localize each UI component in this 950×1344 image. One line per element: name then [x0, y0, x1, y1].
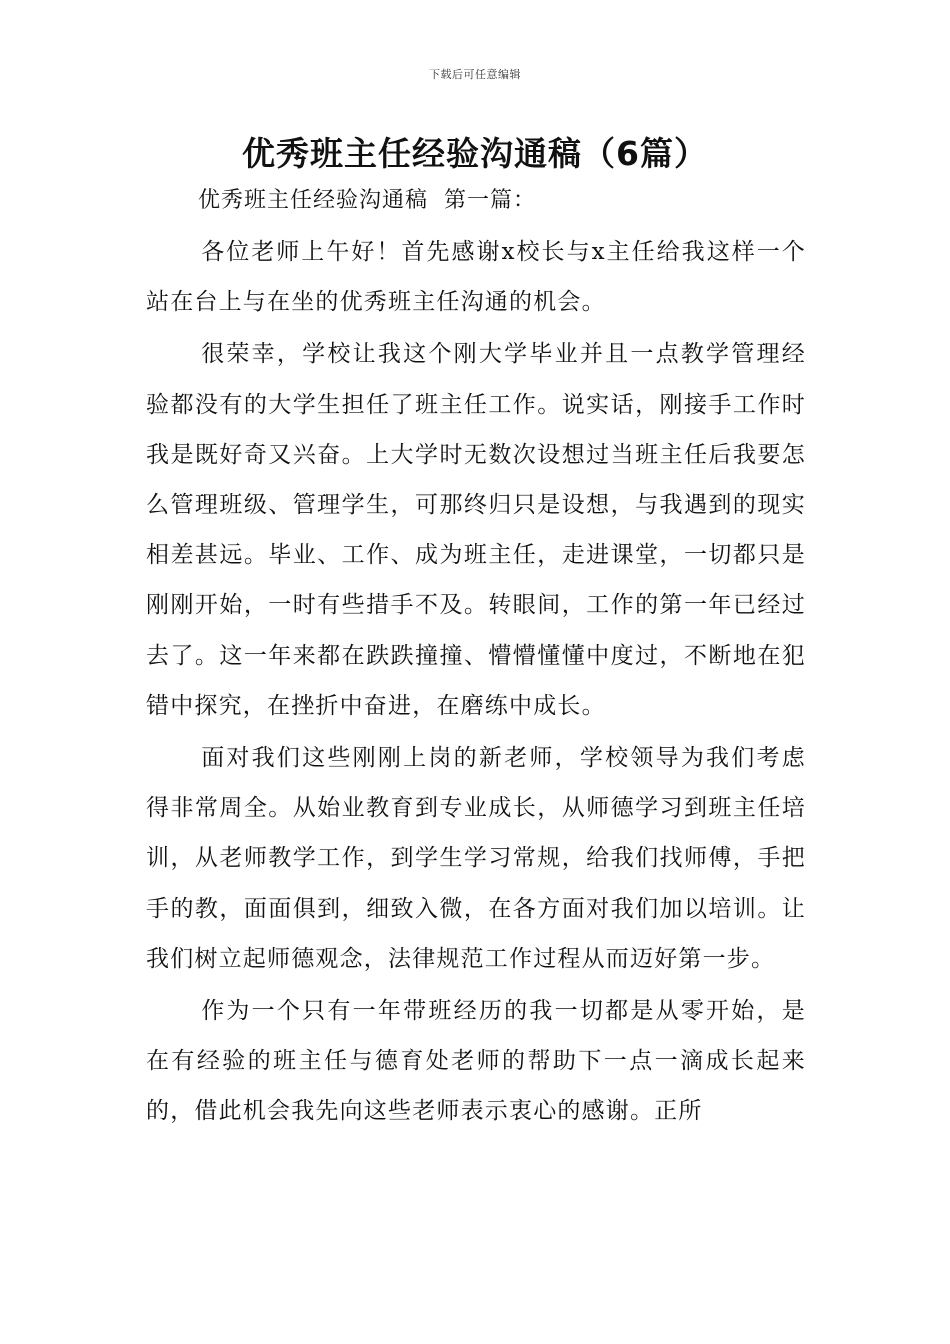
document-subtitle: 优秀班主任经验沟通稿 第一篇： [198, 188, 536, 213]
document-title: 优秀班主任经验沟通稿（6篇） [242, 134, 708, 173]
paragraph: 很荣幸，学校让我这个刚大学毕业并且一点教学管理经验都没有的大学生担任了班主任工作。说实话，刚接手工作时我是既好奇又兴奋。上大学时无数次设想过当班主任后我要怎么管理班级、管理学生，可那终归只是设想，与我遇到的现实相差甚远。毕业、工作、成为班主任，走进课堂，一切都只是刚刚开始，一时有些措手不及。转眼间，工作的第一年已经过去了。这一年来都在跌跌撞撞、懵懵懂懂中度过，不断地在犯错中探究，在挫折中奋进，在磨练中成长。 [146, 341, 806, 719]
header-note: 下载后可任意编辑 [429, 68, 521, 81]
paragraph: 面对我们这些刚刚上岗的新老师，学校领导为我们考虑得非常周全。从始业教育到专业成长，从师德学习到班主任培训，从老师教学工作，到学生学习常规，给我们找师傅，手把手的教，面面俱到，细致入微，在各方面对我们加以培训。让我们树立起师德观念，法律规范工作过程从而迈好第一步。 [146, 745, 806, 972]
paragraph: 各位老师上午好！首先感谢x校长与x主任给我这样一个站在台上与在坐的优秀班主任沟通的机会。 [146, 239, 806, 316]
document-body [146, 227, 806, 1139]
paragraph: 作为一个只有一年带班经历的我一切都是从零开始，是在有经验的班主任与德育处老师的帮助下一点一滴成长起来的，借此机会我先向这些老师表示衷心的感谢。正所 [146, 998, 806, 1125]
